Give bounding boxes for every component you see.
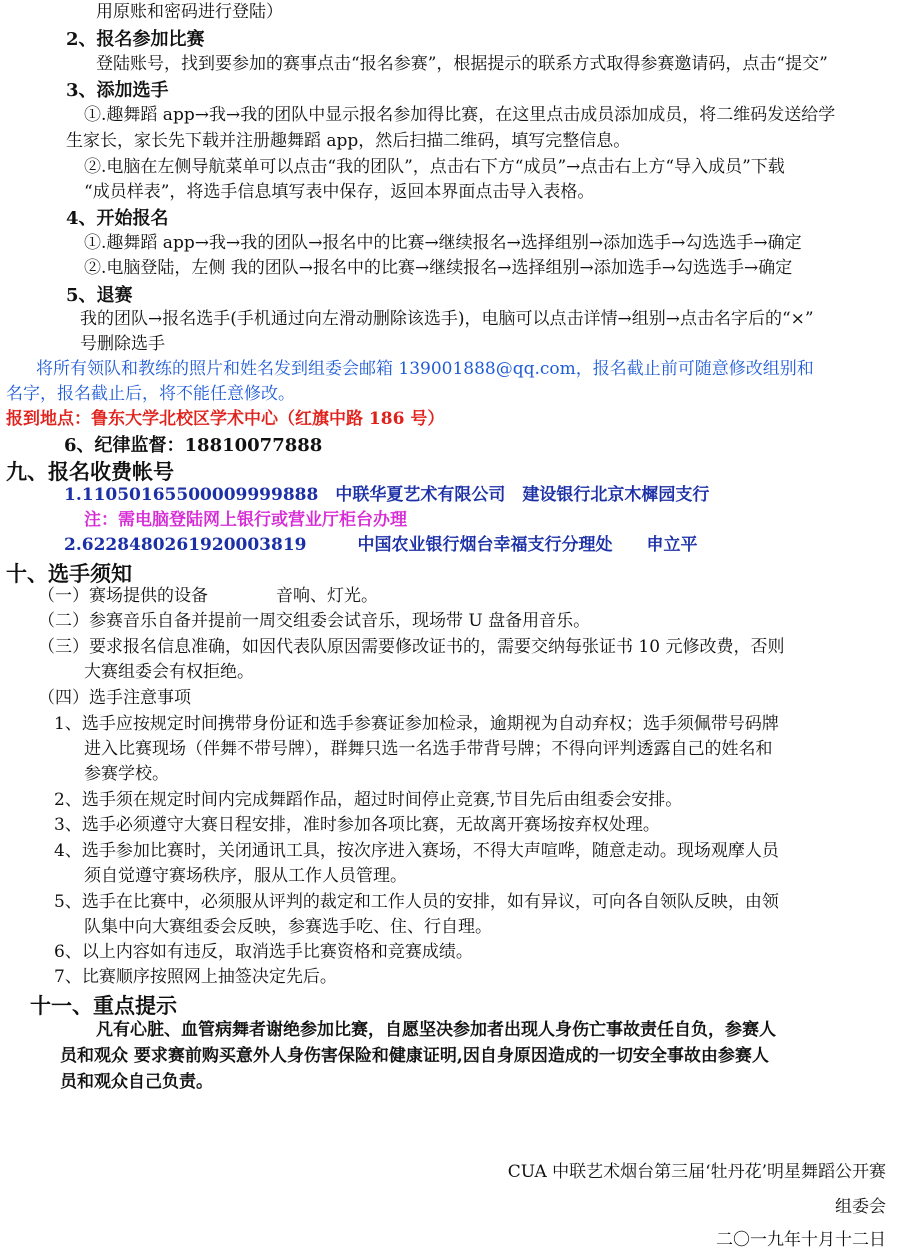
caution-1-line2: 进入比赛现场（伴舞不带号牌），群舞只选一名选手带背号牌；不得向评判透露自己的姓名和 [84,739,773,759]
notice-music: （二）参赛音乐自备并提前一周交组委会试音乐，现场带 U 盘备用音乐。 [38,611,591,631]
caution-4-line2: 须自觉遵守赛场秩序，服从工作人员管理。 [84,866,407,886]
caution-4-line1: 4、选手参加比赛时，关闭通讯工具，按次序进入赛场，不得大声喧哗，随意走动。现场观摩人员 [54,841,779,861]
notice-info-accuracy-line1: （三）要求报名信息准确，如因代表队原因需要修改证书的，需要交纳每张证书 10 元修改费，否则 [38,637,785,657]
add-players-app-line2: 生家长，家长先下载并注册趣舞蹈 app，然后扫描二维码，填写完整信息。 [66,131,631,151]
withdraw-line2: 号删除选手 [80,334,165,354]
key-notice-line2: 员和观众 要求赛前购买意外人身伤害保险和健康证明,因自身原因造成的一切安全事故由参赛人 [60,1046,769,1066]
caution-3: 3、选手必须遵守大赛日程安排，准时参加各项比赛，无故离开赛场按弃权处理。 [54,815,660,835]
caution-1-line3: 参赛学校。 [84,764,169,784]
heading-section-eleven: 十一、重点提示 [30,993,177,1018]
registration-pc-steps: ②.电脑登陆，左侧 我的团队→报名中的比赛→继续报名→选择组别→添加选手→勾选选手→确定 [84,258,793,278]
notice-equipment: （一）赛场提供的设备 音响、灯光。 [38,586,378,606]
registration-app-steps: ①.趣舞蹈 app→我→我的团队→报名中的比赛→继续报名→选择组别→添加选手→勾选选手→确定 [84,233,802,253]
bank-note: 注：需电脑登陆网上银行或营业厅柜台办理 [84,510,407,530]
add-players-pc-line1: ②.电脑在左侧导航菜单可以点击“我的团队”，点击右下方“成员”→点击右上方“导入成员”下载 [84,157,785,177]
caution-6: 6、以上内容如有违反，取消选手比赛资格和竞赛成绩。 [54,942,473,962]
heading-add-players: 3、添加选手 [66,80,169,101]
caution-1-line1: 1、选手应按规定时间携带身份证和选手参赛证参加检录，逾期视为自动弃权；选手须佩带号码牌 [54,714,779,734]
add-players-pc-line2: “成员样表”，将选手信息填写表中保存，返回本界面点击导入表格。 [84,182,595,202]
photo-email-notice-line1: 将所有领队和教练的照片和姓名发到组委会邮箱 139001888@qq.com，报名截止前可随意修改组别和 [36,359,814,379]
notice-cautions-heading: （四）选手注意事项 [38,688,191,708]
bank-account-1: 1.11050165500009999888 中联华夏艺术有限公司 建设银行北京木樨园支行 [64,485,710,505]
discipline-supervision: 6、纪律监督：18810077888 [64,435,323,456]
heading-register-competition: 2、报名参加比赛 [66,29,205,50]
heading-section-nine: 九、报名收费帐号 [6,459,174,484]
notice-info-accuracy-line2: 大赛组委会有权拒绝。 [84,662,254,682]
paragraph-register-competition: 登陆账号，找到要参加的赛事点击“报名参赛”，根据提示的联系方式取得参赛邀请码，点击“提交” [96,54,828,74]
organizer-event-name: CUA 中联艺术烟台第三届‘牡丹花’明星舞蹈公开赛 [507,1162,886,1182]
caution-5-line2: 队集中向大赛组委会反映，参赛选手吃、住、行自理。 [84,917,492,937]
caution-7: 7、比赛顺序按照网上抽签决定先后。 [54,967,337,987]
caution-2: 2、选手须在规定时间内完成舞蹈作品，超过时间停止竞赛,节目先后由组委会安排。 [54,790,683,810]
heading-withdraw: 5、退赛 [66,285,133,306]
organizer-committee: 组委会 [835,1197,886,1217]
document-date: 二〇一九年十月十二日 [716,1230,886,1250]
withdraw-line1: 我的团队→报名选手(手机通过向左滑动删除该选手)，电脑可以点击详情→组别→点击名字后的“×” [80,309,814,329]
login-note: 用原账和密码进行登陆） [96,2,283,22]
caution-5-line1: 5、选手在比赛中，必须服从评判的裁定和工作人员的安排，如有异议，可向各自领队反映，由领 [54,892,779,912]
bank-account-2: 2.6228480261920003819 中国农业银行烟台幸福支行分理处 申立平 [64,535,698,555]
check-in-location: 报到地点：鲁东大学北校区学术中心（红旗中路 186 号） [6,409,445,429]
photo-email-notice-line2: 名字，报名截止后，将不能任意修改。 [6,384,295,404]
key-notice-line3: 员和观众自己负责。 [60,1072,213,1092]
heading-section-ten: 十、选手须知 [6,561,132,586]
add-players-app-line1: ①.趣舞蹈 app→我→我的团队中显示报名参加得比赛，在这里点击成员添加成员，将二维码发送给学 [84,105,836,125]
key-notice-line1: 凡有心脏、血管病舞者谢绝参加比赛，自愿坚决参加者出现人身伤亡事故责任自负，参赛人 [96,1020,776,1040]
heading-start-registration: 4、开始报名 [66,208,169,229]
